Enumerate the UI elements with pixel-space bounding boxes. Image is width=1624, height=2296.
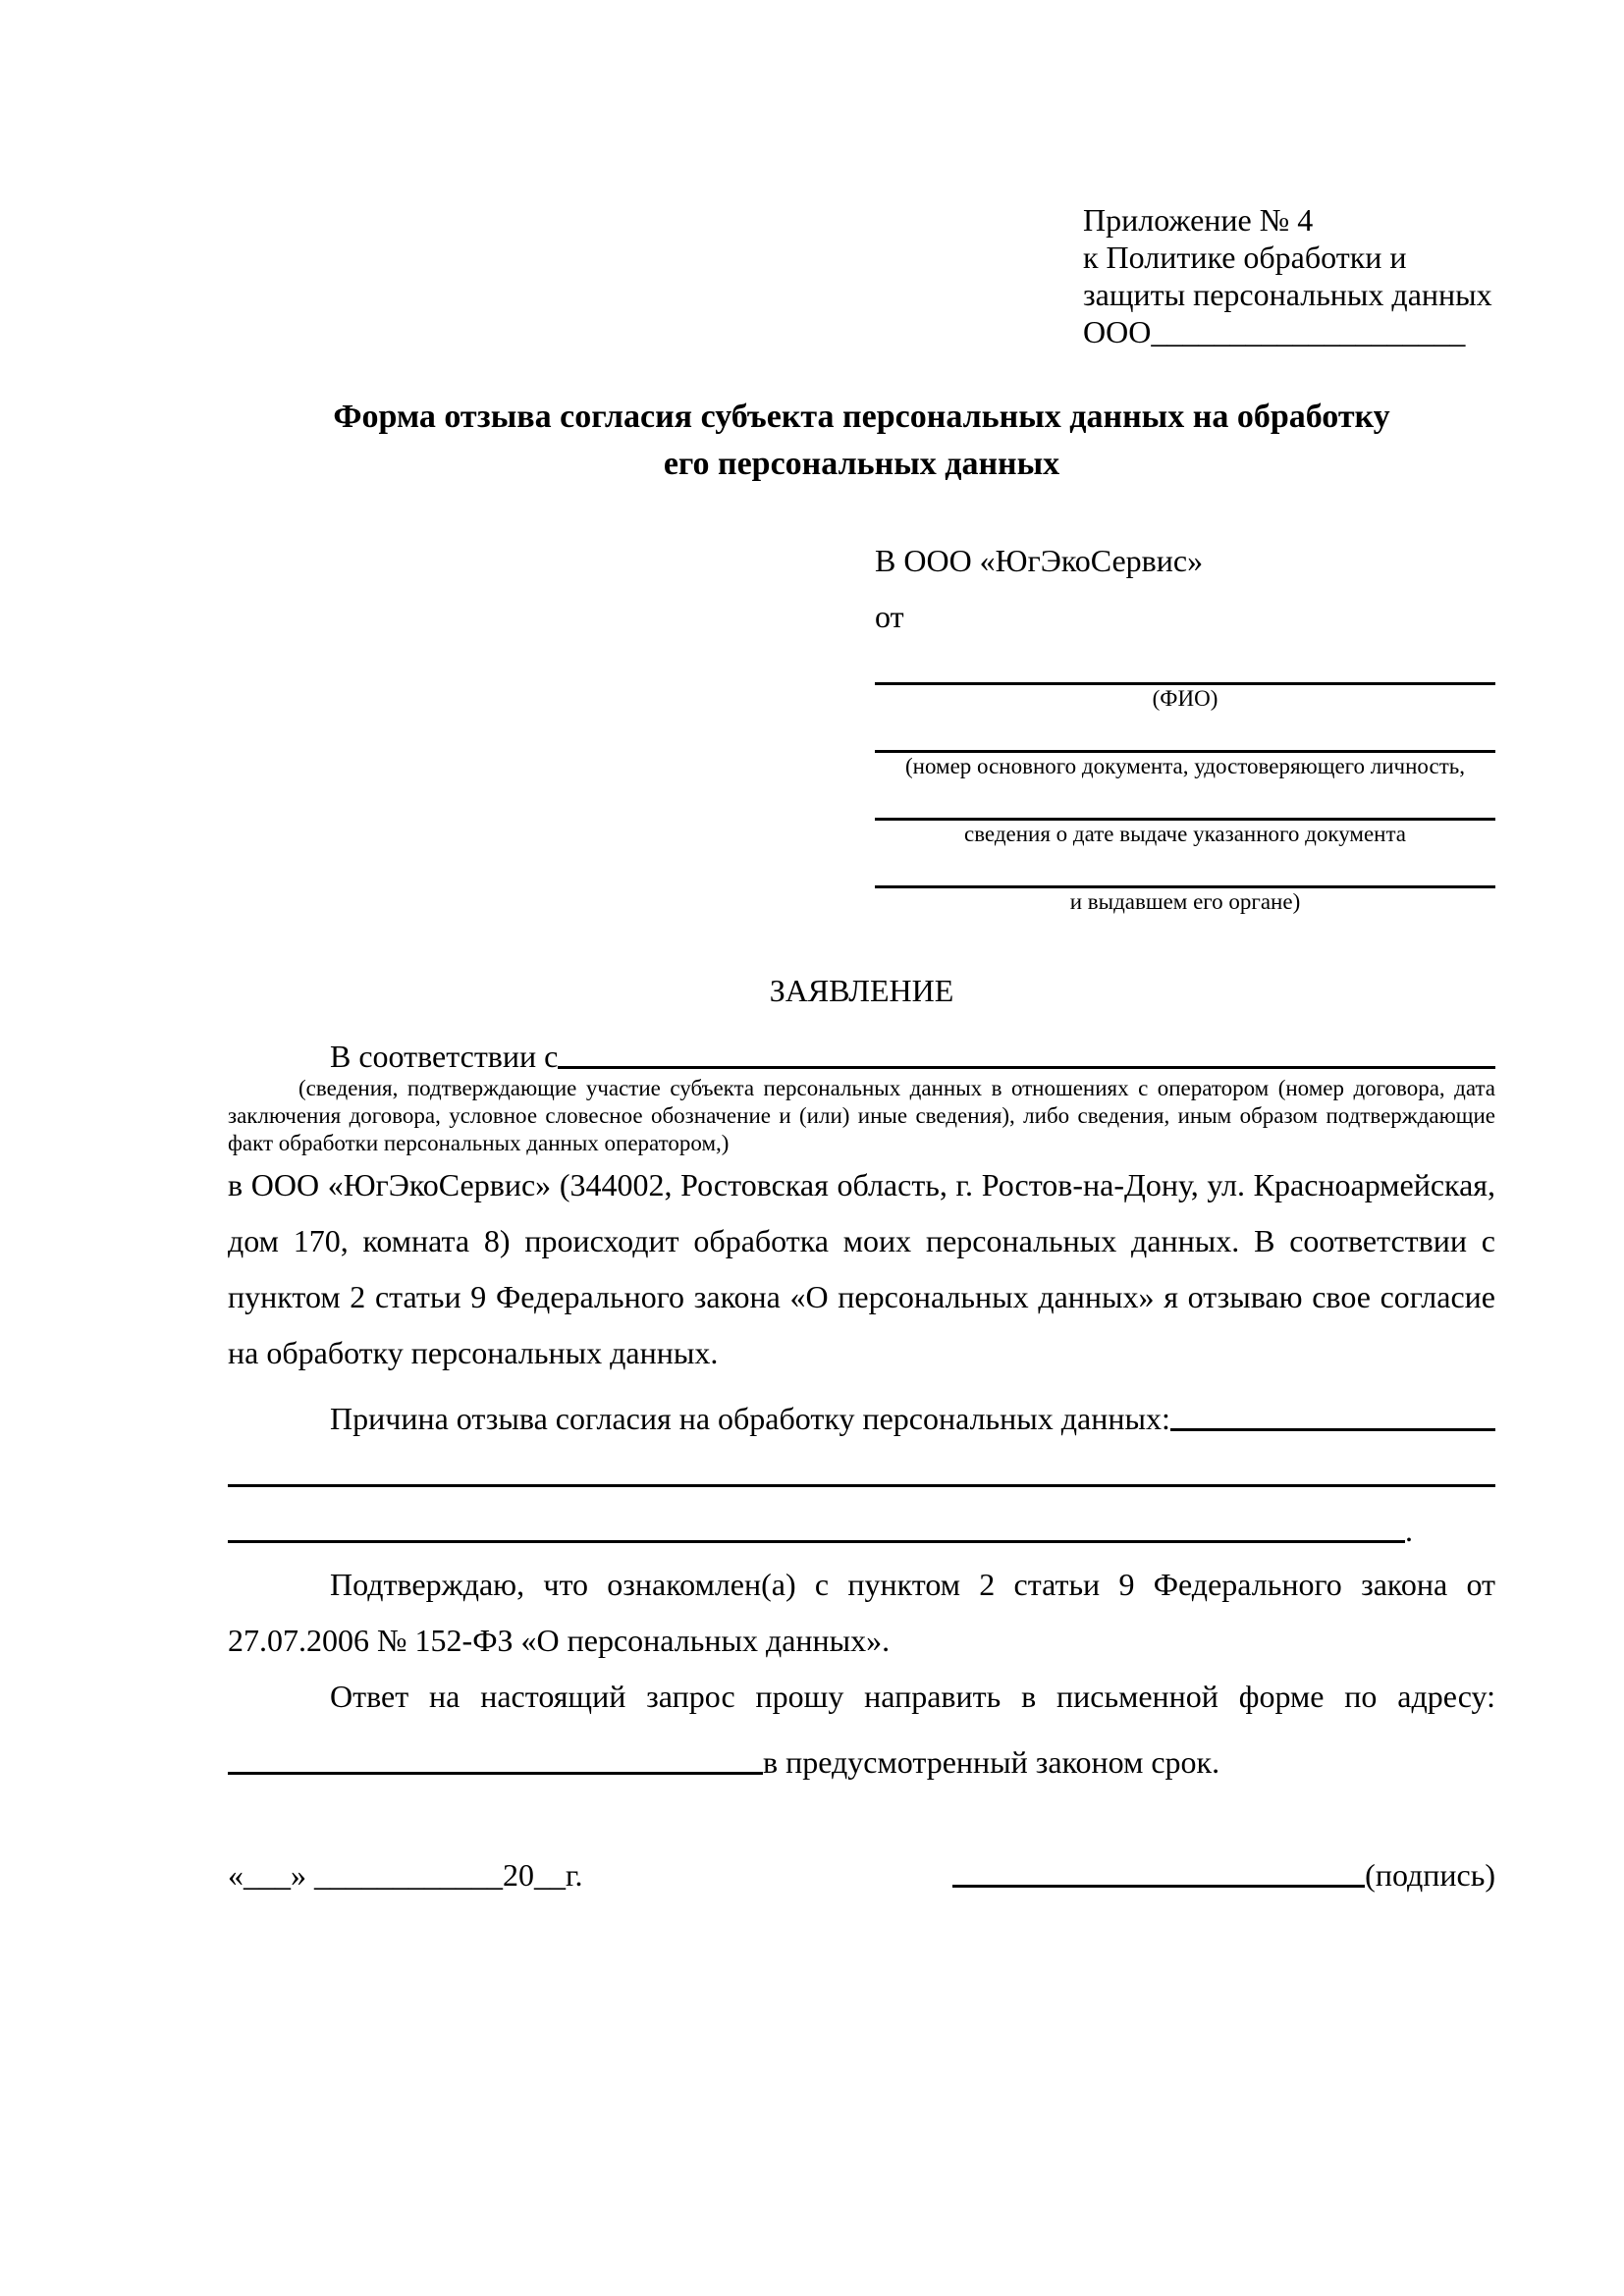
annex-line-3: защиты персональных данных [1083, 277, 1492, 312]
lead-text: В соответствии с [330, 1039, 559, 1074]
annex-company-blank: ____________________ [1151, 314, 1466, 349]
confirm-paragraph: Подтверждаю, что ознакомлен(а) с пунктом 2 статьи 9 Федерального закона от 27.07.2006 № 152-ФЗ «О персональных данных». [228, 1567, 1495, 1658]
reason-blank-row-3 [228, 1493, 1495, 1549]
annex-line-1: Приложение № 4 [1083, 202, 1314, 238]
addressee-block [875, 533, 1495, 916]
statement-body: в ООО «ЮгЭкоСервис» (344002, Ростовская область, г. Ростов-на-Дону, ул. Красноармейская, дом 170, комната 8) происходит обработка моих персональных данных. В соответствии с пунктом 2 статьи 9 Федерального закона «О персональных данных» я отзываю свое согласие на обработку персональных данных. [228, 1167, 1495, 1370]
lead-blank-line [558, 1066, 1495, 1069]
reason-blank-line-1 [1170, 1428, 1495, 1431]
statement-heading: ЗАЯВЛЕНИЕ [769, 973, 954, 1008]
document-issuer-field [875, 858, 1495, 916]
reason-label: Причина отзыва согласия на обработку персональных данных: [330, 1401, 1170, 1436]
document-issue-date-field [875, 790, 1495, 848]
signature-group [952, 1857, 1495, 1894]
fio-field [875, 655, 1495, 713]
date-blank: «___» ____________20__г. [228, 1857, 583, 1893]
document-number-field [875, 722, 1495, 780]
addressee-from-label: от [875, 599, 904, 634]
document-issuer-blank-line [875, 858, 1495, 888]
address-blank-line [228, 1772, 763, 1775]
signature-blank-line [952, 1885, 1365, 1888]
document-number-blank-line [875, 722, 1495, 753]
document-title [228, 394, 1495, 488]
signature-caption: (подпись) [1365, 1857, 1495, 1893]
reason-blank-line-2 [228, 1484, 1495, 1487]
addressee-organization: В ООО «ЮгЭкоСервис» [875, 543, 1204, 578]
title-line-2: его персональных данных [663, 446, 1060, 482]
lead-row [228, 1019, 1495, 1075]
annex-company-prefix: ООО [1083, 314, 1152, 349]
signature-row [228, 1838, 1495, 1894]
title-line-1: Форма отзыва согласия субъекта персональных данных на обработку [333, 399, 1390, 435]
document-number-caption: (номер основного документа, удостоверяющего личность, [904, 754, 1465, 778]
reason-blank-line-3 [228, 1540, 1405, 1543]
sentence-period: . [1405, 1513, 1413, 1548]
fio-caption: (ФИО) [1152, 686, 1218, 711]
annex-line-2: к Политике обработки и [1083, 240, 1407, 275]
reply-paragraph: Ответ на настоящий запрос прошу направить в письменной форме по адресу: [330, 1679, 1495, 1714]
reason-blank-row-2 [228, 1437, 1495, 1493]
fio-blank-line [875, 655, 1495, 685]
document-issue-date-blank-line [875, 790, 1495, 821]
reply-tail: в предусмотренный законом срок. [763, 1744, 1220, 1780]
annex-block [1083, 201, 1495, 350]
document-issue-date-caption: сведения о дате выдаче указанного документа [963, 822, 1407, 846]
reason-row [228, 1381, 1495, 1437]
annex-company-line [1083, 313, 1495, 350]
reply-address-row [228, 1725, 1495, 1781]
lead-note: (сведения, подтверждающие участие субъекта персональных данных в отношениях с оператором (номер договора, дата заключения договора, условное словесное обозначение и (или) иные сведения), либо сведения, иным образом подтверждающие факт обработки персональных данных оператором,) [228, 1076, 1495, 1155]
document-issuer-caption: и выдавшем его органе) [1069, 889, 1301, 914]
